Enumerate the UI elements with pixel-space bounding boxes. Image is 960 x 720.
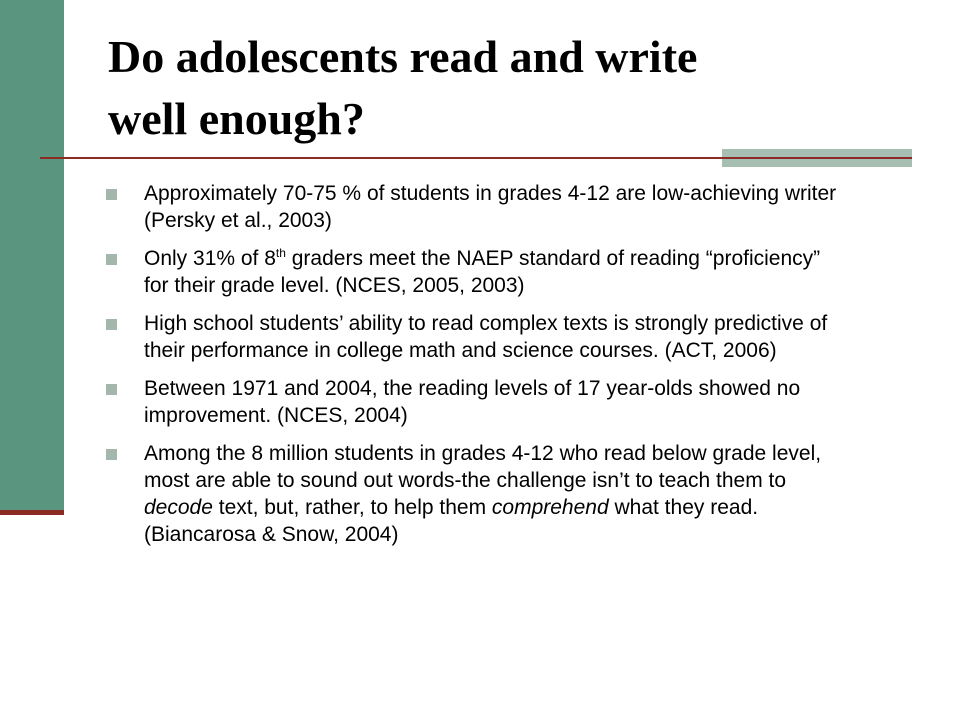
bullet-text-mid: text, but, rather, to help them <box>212 496 492 519</box>
square-bullet-icon <box>106 449 117 460</box>
title-line-2: well enough? <box>108 93 365 144</box>
bullet-item <box>106 245 846 299</box>
bullet-item <box>106 310 846 364</box>
square-bullet-icon <box>106 189 117 200</box>
bullet-item <box>106 440 846 548</box>
title-line-1: Do adolescents read and write <box>108 31 698 82</box>
ordinal-superscript: th <box>275 246 286 260</box>
emphasis-decode: decode <box>144 496 213 519</box>
bullet-item <box>106 180 846 234</box>
bullet-text: Between 1971 and 2004, the reading levels of 17 year-olds showed no improvement. (NCES, 2004) <box>144 377 801 427</box>
left-bar-underline <box>0 510 64 515</box>
bullet-text-pre: Only 31% of 8 <box>144 247 276 270</box>
bullet-list <box>106 180 846 559</box>
square-bullet-icon <box>106 254 117 265</box>
bullet-text: Approximately 70-75 % of students in grades 4-12 are low-achieving writer (Persky et al., 2003) <box>144 182 837 232</box>
title-accent-block-bottom <box>722 159 912 167</box>
left-accent-bar <box>0 0 64 512</box>
bullet-text-pre: Among the 8 million students in grades 4-12 who read below grade level, most are able to sound out words-the challenge isn’t to teach them to <box>144 442 822 492</box>
bullet-item <box>106 375 846 429</box>
square-bullet-icon <box>106 319 117 330</box>
bullet-text-post: what they read. (Biancarosa & Snow, 2004) <box>144 496 759 546</box>
slide-title <box>108 26 908 150</box>
bullet-text: High school students’ ability to read complex texts is strongly predictive of their performance in college math and science courses. (ACT, 2006) <box>144 312 828 362</box>
square-bullet-icon <box>106 384 117 395</box>
bullet-text-post: graders meet the NAEP standard of reading “proficiency” for their grade level. (NCES, 2005, 2003) <box>144 247 821 297</box>
emphasis-comprehend: comprehend <box>491 496 609 519</box>
title-accent-block-top <box>722 149 912 157</box>
